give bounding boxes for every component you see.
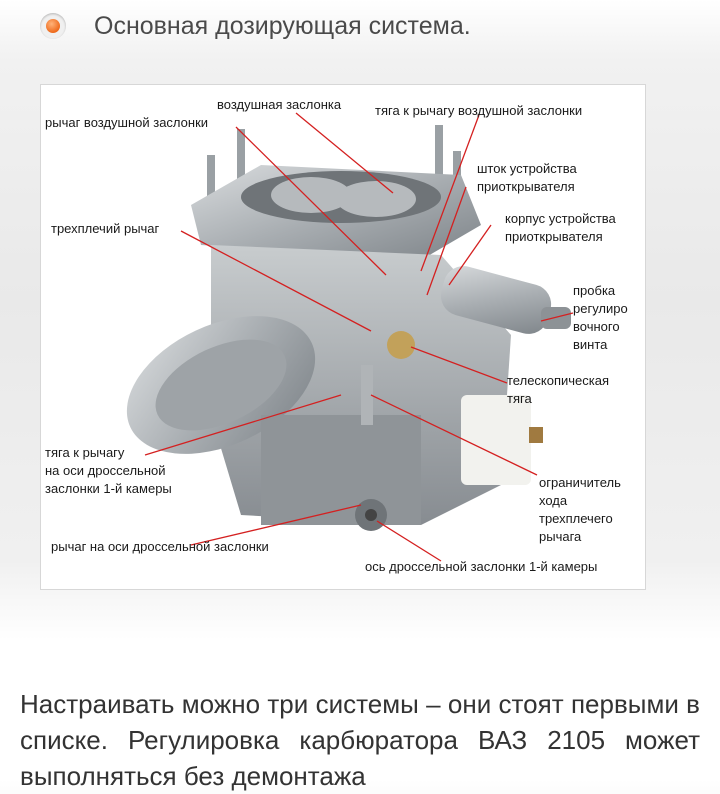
- label-throttle-axis-lever: рычаг на оси дроссельной заслонки: [51, 539, 269, 554]
- label-plug-2: регулиро: [573, 301, 628, 316]
- section-heading: [40, 8, 471, 44]
- label-opener-stem-2: приоткрывателя: [477, 179, 575, 194]
- label-limiter-1: ограничитель: [539, 475, 621, 490]
- label-air-damper-rod: тяга к рычагу воздушной заслонки: [375, 103, 583, 118]
- label-opener-stem-1: шток устройства: [477, 161, 577, 176]
- label-limiter-4: рычага: [539, 529, 582, 544]
- label-opener-body-2: приоткрывателя: [505, 229, 603, 244]
- label-air-damper: воздушная заслонка: [217, 97, 342, 112]
- label-opener-body-1: корпус устройства: [505, 211, 616, 226]
- label-rod-first-3: заслонки 1-й камеры: [45, 481, 172, 496]
- label-limiter-3: трехплечего: [539, 511, 613, 526]
- section-title: Основная дозирующая система.: [94, 11, 471, 40]
- label-rod-first-1: тяга к рычагу: [45, 445, 125, 460]
- label-plug-4: винта: [573, 337, 608, 352]
- label-telescopic-2: тяга: [507, 391, 532, 406]
- label-telescopic-1: телескопическая: [507, 373, 610, 388]
- body-paragraph: Настраивать можно три системы – они стоят первыми в списке. Регулировка карбюратора ВАЗ 2105 может выполняться без демонтажа: [20, 689, 700, 791]
- label-three-arm-lever: трехплечий рычаг: [51, 221, 160, 236]
- label-throttle-axis-first: ось дроссельной заслонки 1-й камеры: [365, 559, 598, 574]
- carburetor-diagram: [40, 84, 646, 590]
- label-plug-1: пробка: [573, 283, 616, 298]
- label-plug-3: вочного: [573, 319, 620, 334]
- label-rod-first-2: на оси дроссельной: [45, 463, 166, 478]
- label-air-damper-lever: рычаг воздушной заслонки: [45, 115, 209, 130]
- label-limiter-2: хода: [539, 493, 568, 508]
- orange-bullet-icon: [40, 13, 66, 39]
